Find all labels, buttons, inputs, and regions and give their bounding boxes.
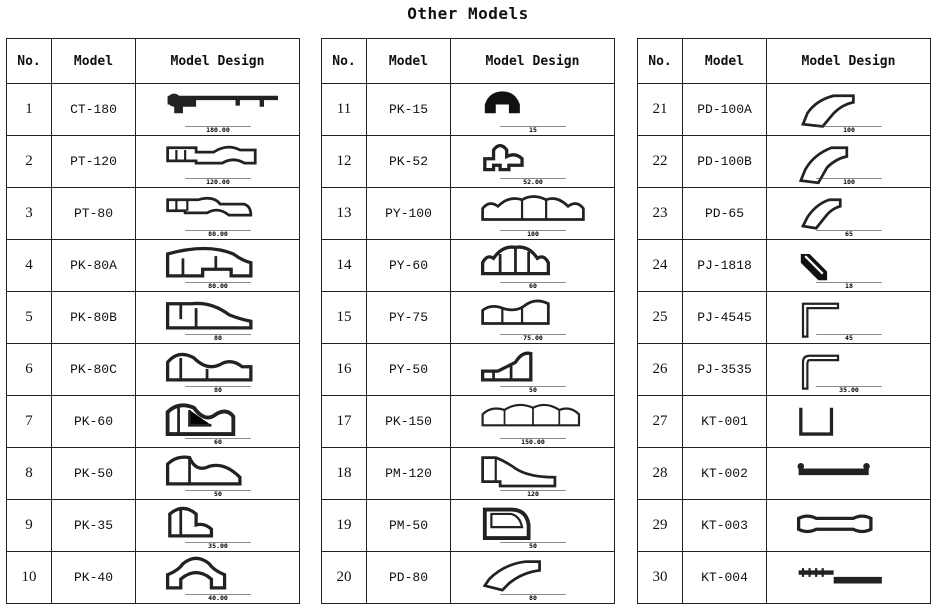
row-number: 24 (638, 240, 683, 292)
model-design (451, 136, 615, 188)
model-design (451, 396, 615, 448)
model-code: PK-15 (367, 84, 451, 136)
model-code: PK-50 (52, 448, 136, 500)
profile-pm50-icon (473, 503, 593, 549)
model-design (136, 84, 300, 136)
model-design (136, 396, 300, 448)
model-design (451, 552, 615, 604)
profile-pd80-icon (473, 555, 593, 601)
profile-pm120-icon (473, 451, 593, 497)
model-code: PD-100A (683, 84, 767, 136)
header-design: Model Design (451, 39, 615, 84)
models-table-2 (321, 38, 615, 604)
profile-pk15-icon (473, 87, 593, 133)
row-number: 9 (7, 500, 52, 552)
model-design (451, 240, 615, 292)
model-code: PK-150 (367, 396, 451, 448)
profile-pk40-icon (158, 555, 278, 601)
table-row (638, 500, 931, 552)
table-row (7, 84, 300, 136)
profile-pt120-icon (158, 139, 278, 185)
model-design (136, 292, 300, 344)
table-row (322, 188, 615, 240)
profile-kt004-icon (789, 555, 909, 601)
model-code: PJ-1818 (683, 240, 767, 292)
row-number: 21 (638, 84, 683, 136)
profile-kt001-icon (789, 399, 909, 445)
table-row (638, 344, 931, 396)
model-design (136, 188, 300, 240)
model-code: PJ-4545 (683, 292, 767, 344)
model-design (767, 344, 931, 396)
row-number: 3 (7, 188, 52, 240)
model-code: PK-52 (367, 136, 451, 188)
row-number: 17 (322, 396, 367, 448)
model-code: PY-60 (367, 240, 451, 292)
profile-pt80-icon (158, 191, 278, 237)
dimension-label: 120 (526, 489, 539, 497)
row-number: 19 (322, 500, 367, 552)
row-number: 28 (638, 448, 683, 500)
dimension-label: 65 (844, 229, 853, 237)
model-code: PK-35 (52, 500, 136, 552)
header-design: Model Design (136, 39, 300, 84)
header-no: No. (7, 39, 52, 84)
table-row (7, 292, 300, 344)
table-row (638, 292, 931, 344)
profile-pk80c-icon (158, 347, 278, 393)
model-design (136, 240, 300, 292)
model-design (136, 448, 300, 500)
model-design (136, 344, 300, 396)
profile-py100-icon (473, 191, 593, 237)
header-model: Model (683, 39, 767, 84)
dimension-label: 180.00 (205, 125, 230, 133)
profile-pj1818-icon (789, 243, 909, 289)
model-design (767, 396, 931, 448)
header-no: No. (322, 39, 367, 84)
models-table-1 (6, 38, 300, 604)
model-design (767, 292, 931, 344)
table-row (322, 396, 615, 448)
model-code: KT-002 (683, 448, 767, 500)
table-row (322, 344, 615, 396)
profile-py50-icon (473, 347, 593, 393)
table-row (322, 500, 615, 552)
dimension-label: 15 (528, 125, 537, 133)
model-design (767, 188, 931, 240)
table-row (7, 188, 300, 240)
row-number: 16 (322, 344, 367, 396)
row-number: 30 (638, 552, 683, 604)
table-row (322, 448, 615, 500)
dimension-label: 150.00 (520, 437, 545, 445)
profile-pj4545-icon (789, 295, 909, 341)
model-code: PY-50 (367, 344, 451, 396)
row-number: 2 (7, 136, 52, 188)
row-number: 6 (7, 344, 52, 396)
model-design (767, 136, 931, 188)
model-design (767, 500, 931, 552)
dimension-label: 75.00 (522, 333, 543, 341)
dimension-label: 100 (526, 229, 539, 237)
row-number: 26 (638, 344, 683, 396)
header-model: Model (52, 39, 136, 84)
dimension-label: 50 (213, 489, 222, 497)
profile-py75-icon (473, 295, 593, 341)
model-code: PK-40 (52, 552, 136, 604)
model-design (767, 240, 931, 292)
model-code: PK-80B (52, 292, 136, 344)
row-number: 27 (638, 396, 683, 448)
profile-pk60-icon (158, 399, 278, 445)
table-row (7, 136, 300, 188)
dimension-label: 120.00 (205, 177, 230, 185)
row-number: 18 (322, 448, 367, 500)
row-number: 1 (7, 84, 52, 136)
model-code: PM-50 (367, 500, 451, 552)
dimension-label: 60 (528, 281, 537, 289)
model-code: PJ-3535 (683, 344, 767, 396)
page-title: Other Models (407, 4, 529, 23)
row-number: 22 (638, 136, 683, 188)
profile-pk150-icon (473, 399, 593, 445)
table-row (638, 84, 931, 136)
table-row (7, 240, 300, 292)
model-design (451, 188, 615, 240)
profile-pk80a-icon (158, 243, 278, 289)
model-design (767, 448, 931, 500)
row-number: 14 (322, 240, 367, 292)
model-code: PK-80C (52, 344, 136, 396)
dimension-label: 80 (213, 385, 222, 393)
row-number: 4 (7, 240, 52, 292)
table-row (7, 396, 300, 448)
model-design (451, 500, 615, 552)
dimension-label: 80.00 (207, 229, 228, 237)
dimension-label: 45 (844, 333, 853, 341)
table-row (7, 344, 300, 396)
profile-pk50-icon (158, 451, 278, 497)
dimension-label: 100 (842, 125, 855, 133)
model-design (767, 552, 931, 604)
row-number: 15 (322, 292, 367, 344)
profile-pk80b-icon (158, 295, 278, 341)
row-number: 7 (7, 396, 52, 448)
row-number: 23 (638, 188, 683, 240)
model-code: PT-120 (52, 136, 136, 188)
model-code: PY-75 (367, 292, 451, 344)
model-code: PD-100B (683, 136, 767, 188)
profile-kt002-icon (789, 451, 909, 497)
row-number: 11 (322, 84, 367, 136)
model-code: PD-80 (367, 552, 451, 604)
model-code: KT-001 (683, 396, 767, 448)
table-row (322, 552, 615, 604)
table-row (638, 136, 931, 188)
dimension-label: 100 (842, 177, 855, 185)
header-design: Model Design (767, 39, 931, 84)
row-number: 13 (322, 188, 367, 240)
profile-pk52-icon (473, 139, 593, 185)
dimension-label: 80 (213, 333, 222, 341)
model-design (136, 500, 300, 552)
model-code: PM-120 (367, 448, 451, 500)
table-row (322, 240, 615, 292)
model-design (451, 344, 615, 396)
model-code: KT-004 (683, 552, 767, 604)
model-design (136, 136, 300, 188)
table-row (638, 188, 931, 240)
profile-kt003-icon (789, 503, 909, 549)
profile-py60-icon (473, 243, 593, 289)
row-number: 25 (638, 292, 683, 344)
model-code: KT-003 (683, 500, 767, 552)
model-code: CT-180 (52, 84, 136, 136)
table-row (7, 552, 300, 604)
table-row (322, 136, 615, 188)
dimension-label: 50 (528, 385, 537, 393)
table-row (7, 500, 300, 552)
table-row (322, 84, 615, 136)
table-row (7, 448, 300, 500)
model-code: PD-65 (683, 188, 767, 240)
models-table-3 (637, 38, 931, 604)
row-number: 5 (7, 292, 52, 344)
dimension-label: 80.00 (207, 281, 228, 289)
model-code: PY-100 (367, 188, 451, 240)
profile-pj3535-icon (789, 347, 909, 393)
model-design (767, 84, 931, 136)
profile-ct180-icon (158, 87, 278, 133)
dimension-label: 50 (528, 541, 537, 549)
row-number: 29 (638, 500, 683, 552)
dimension-label: 35.00 (838, 385, 859, 393)
profile-pk35-icon (158, 503, 278, 549)
model-design (451, 448, 615, 500)
row-number: 8 (7, 448, 52, 500)
row-number: 10 (7, 552, 52, 604)
table-row (638, 552, 931, 604)
dimension-label: 60 (213, 437, 222, 445)
model-design (451, 292, 615, 344)
profile-pd100b-icon (789, 139, 909, 185)
row-number: 20 (322, 552, 367, 604)
table-row (638, 448, 931, 500)
model-design (451, 84, 615, 136)
header-model: Model (367, 39, 451, 84)
dimension-label: 52.00 (522, 177, 543, 185)
header-no: No. (638, 39, 683, 84)
model-code: PK-60 (52, 396, 136, 448)
dimension-label: 80 (528, 593, 537, 601)
table-row (638, 396, 931, 448)
model-code: PT-80 (52, 188, 136, 240)
dimension-label: 35.00 (207, 541, 228, 549)
profile-pd100a-icon (789, 87, 909, 133)
dimension-label: 18 (844, 281, 853, 289)
row-number: 12 (322, 136, 367, 188)
dimension-label: 40.00 (207, 593, 228, 601)
model-code: PK-80A (52, 240, 136, 292)
profile-pd65-icon (789, 191, 909, 237)
model-design (136, 552, 300, 604)
table-row (322, 292, 615, 344)
table-row (638, 240, 931, 292)
